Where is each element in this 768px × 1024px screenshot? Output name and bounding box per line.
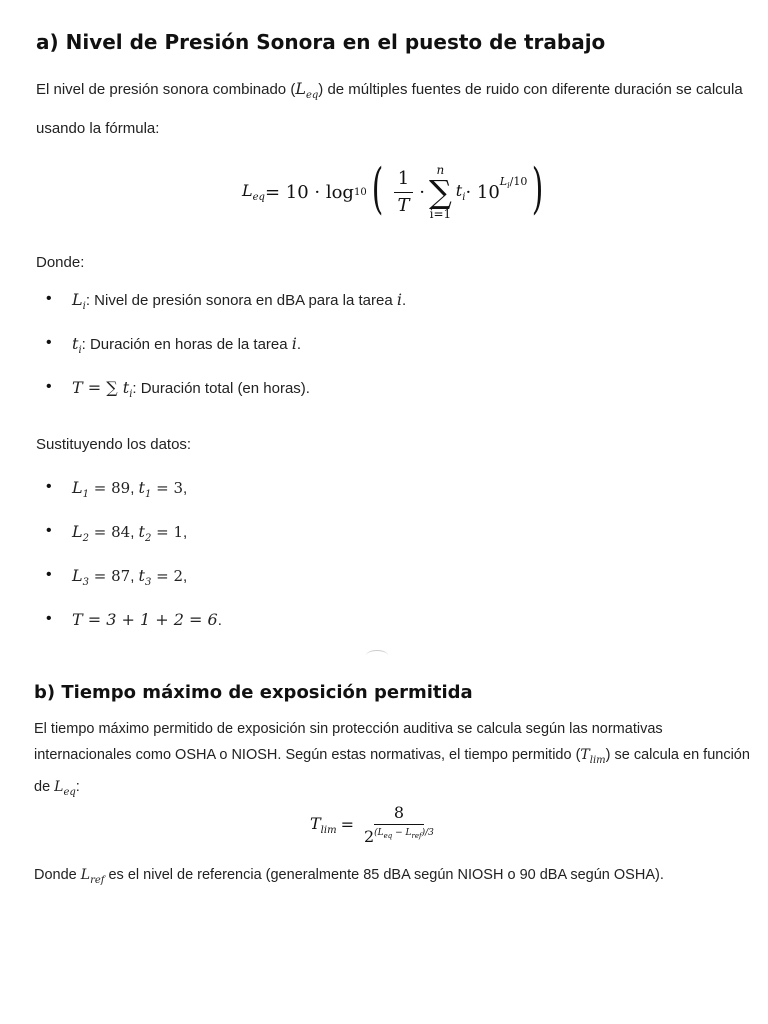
section-a-title: a) Nivel de Presión Sonora en el puesto de trabajo xyxy=(36,30,606,54)
summation-symbol: n ∑ i=1 xyxy=(428,163,452,221)
loading-spinner-icon xyxy=(366,650,388,661)
leq-formula: $L_{eq}$ = 10 · log 10 ( $\frac{1}{T}$ · n ∑ i=1 $t_i$ · 10 $^{L_i/10}$ ) xyxy=(242,157,544,221)
section-a-intro: El nivel de presión sonora combinado $(L_{eq})$ de múltiples fuentes de ruido con diferente duración se calcula usando la fórmula: xyxy=(36,79,743,138)
fraction-tlim: $\frac{8}{2^{(L_{eq} - L_{ref})/3}}$ xyxy=(363,803,434,846)
section-b-footer: Donde $L_{ref}$ es el nivel de referencia (generalmente 85 dBA según NIOSH o 90 dBA según OSHA). xyxy=(34,867,664,886)
right-paren: ) xyxy=(532,157,544,220)
donde-label: Donde: xyxy=(36,254,85,271)
list-item: • T = 3 + 1 + 2 = 6. xyxy=(36,610,222,654)
tlim-formula: $T_{lim}$ = $\frac{8}{2^{(L_{eq} - L_{ref})/3}}$ xyxy=(310,803,434,846)
data-list xyxy=(36,478,222,654)
list-item: • $t_i$: Duración en horas de la tarea i. xyxy=(36,334,406,378)
math-leq: $L_{eq}$ xyxy=(295,79,319,102)
fraction-one-over-t: $\frac{1}{T}$ xyxy=(394,169,413,216)
sustituyendo-label: Sustituyendo los datos: xyxy=(36,436,192,453)
list-item: • $L_1 = 89$, $t_1 = 3$, xyxy=(36,478,222,522)
list-item: • $L_i$: Nivel de presión sonora en dBA para la tarea i. xyxy=(36,290,406,334)
section-b-title: b) Tiempo máximo de exposición permitida xyxy=(34,682,473,703)
definitions-list xyxy=(36,290,406,422)
list-item: • $L_2 = 84$, $t_2 = 1$, xyxy=(36,522,222,566)
list-item: • T = ∑ $t_i$: Duración total (en horas). xyxy=(36,378,406,422)
section-b-intro: El tiempo máximo permitido de exposición sin protección auditiva se calcula según las normativas internacionales como OSHA o NIOSH. Según estas normativas, el tiempo permitido $(T_{lim})$ se calcula en función de $L_{eq}$: xyxy=(34,721,750,798)
left-paren: ( xyxy=(371,157,384,220)
list-item: • $L_3 = 87$, $t_3 = 2$, xyxy=(36,566,222,610)
